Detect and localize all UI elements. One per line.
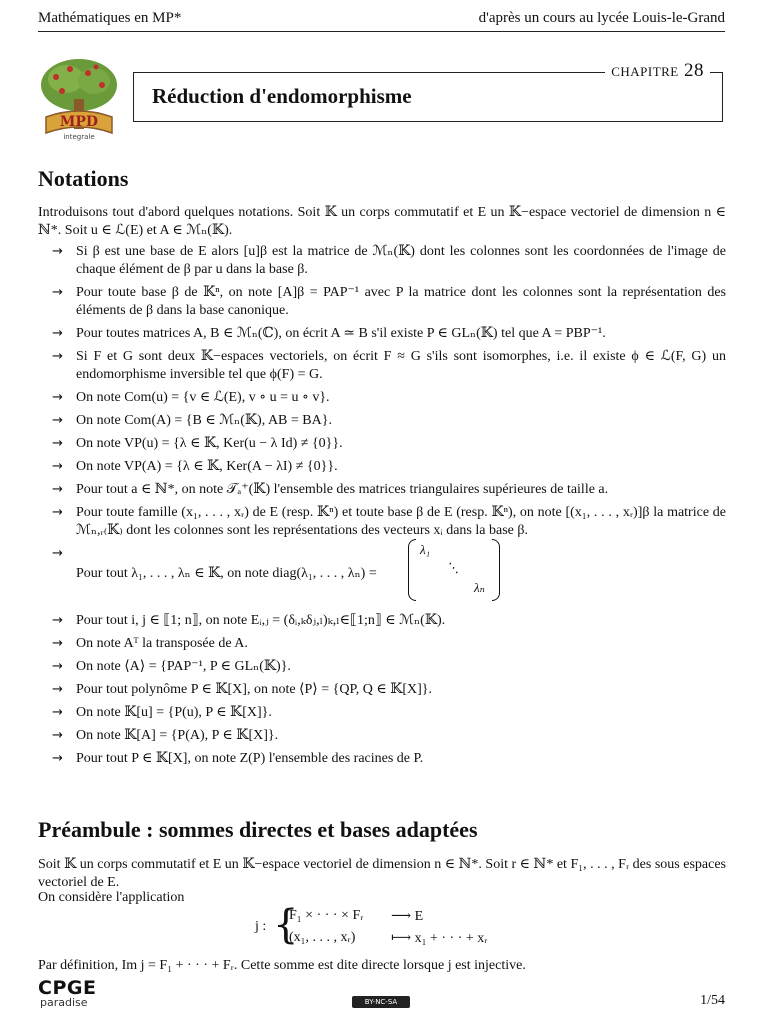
list-item: → On note Com(u) = {v ∈ ℒ(E), v ∘ u = u ∘ v}.: [52, 389, 726, 407]
list-item: → On note 𝕂[A] = {P(A), P ∈ 𝕂[X]}.: [52, 727, 726, 745]
list-item: → Si F et G sont deux 𝕂−espaces vectoriels, on écrit F ≈ G s'ils sont isomorphes, i.e. il existe ϕ ∈ ℒ(F, G) un endomorphisme inversible tel que ϕ(F) = G.: [52, 348, 726, 384]
diag-text: → Pour tout λ₁, . . . , λₙ ∈ 𝕂, on note diag(λ₁, . . . , λₙ) =: [76, 566, 377, 581]
list-item: → On note Com(A) = {B ∈ ℳₙ(𝕂), AB = BA}.: [52, 412, 726, 430]
list-item: → Pour tout i, j ∈ ⟦1; n⟧, on note Eᵢ,ⱼ = (δᵢ,ₖδⱼ,ₗ)ₖ,ₗ∈⟦1;n⟧ ∈ ℳₙ(𝕂).: [52, 612, 726, 630]
matrix-entry-bottom: λₙ: [474, 580, 485, 595]
cpge-brand: CPGE: [38, 977, 97, 999]
matrix-right-bracket: [492, 539, 500, 601]
list-item-diag: [52, 542, 726, 607]
preambule-para2: On considère l'application: [38, 890, 185, 905]
cpge-brand-sub: paradise: [40, 996, 88, 1009]
running-header-right: d'après un cours au lycée Louis-le-Grand: [478, 10, 725, 26]
map-argument: (x₁, . . . , xᵣ): [289, 930, 356, 945]
map-codomain: ⟶ E: [391, 909, 424, 924]
preambule-para3: Par définition, Im j = F₁ + · · · + Fᵣ. Cette somme est dite directe lorsque j est injective.: [38, 958, 526, 973]
list-item: → Si β est une base de E alors [u]β est la matrice de ℳₙ(𝕂) dont les colonnes sont les coordonnées de l'image de chaque élément de β par u dans la base β.: [52, 243, 726, 279]
notations-list: [52, 243, 726, 773]
diag-matrix: [408, 539, 500, 603]
list-item: → On note Aᵀ la transposée de A.: [52, 635, 726, 653]
list-item: → Pour tout polynôme P ∈ 𝕂[X], on note ⟨P⟩ = {QP, Q ∈ 𝕂[X]}.: [52, 681, 726, 699]
matrix-entry-middle: ⋱: [446, 560, 459, 575]
logo-text: MPD: [59, 114, 99, 130]
chapter-title: Réduction d'endomorphisme: [152, 84, 412, 108]
map-domain: F₁ × · · · × Fᵣ: [289, 908, 364, 923]
preambule-para1: Soit 𝕂 un corps commutatif et E un 𝕂−espace vectoriel de dimension n ∈ ℕ*. Soit r ∈ ℕ* et F₁, . . . , Fᵣ des sous espaces vectoriel de E.: [38, 857, 726, 890]
list-item: → On note ⟨A⟩ = {PAP⁻¹, P ∈ GLₙ(𝕂)}.: [52, 658, 726, 676]
notations-intro: Introduisons tout d'abord quelques notations. Soit 𝕂 un corps commutatif et E un 𝕂−espace vectoriel de dimension n ∈ ℕ*. Soit u ∈ ℒ(E) et A ∈ ℳₙ(𝕂).: [38, 205, 726, 238]
list-item: → Pour toute famille (x₁, . . . , xᵣ) de E (resp. 𝕂ⁿ) et toute base β de E (resp. 𝕂ⁿ), on note [(x₁, . . . , xᵣ)]β la matrice de ℳₙ,ᵣ₍𝕂₎ dont les colonnes sont les représentations des vecteurs xᵢ dans la base β.: [52, 504, 726, 540]
license-badge: BY-NC-SA: [352, 996, 410, 1008]
list-item: → On note VP(u) = {λ ∈ 𝕂, Ker(u − λ Id) ≠ {0}}.: [52, 435, 726, 453]
list-item: → Pour toute base β de 𝕂ⁿ, on note [A]β = PAP⁻¹ avec P la matrice dont les colonnes sont la représentation des éléments de β dans la base canonique.: [52, 284, 726, 320]
header-rule: [38, 31, 725, 32]
map-image: ⟼ x₁ + · · · + xᵣ: [391, 931, 488, 946]
tree-logo-icon: [36, 55, 122, 141]
matrix-entry-top: λ₁: [420, 542, 431, 557]
left-brace: {: [273, 902, 299, 948]
running-header-left: Mathématiques en MP*: [38, 10, 182, 26]
map-definition: [255, 902, 535, 951]
logo-subtext: integrale: [63, 133, 95, 141]
list-item: → On note 𝕂[u] = {P(u), P ∈ 𝕂[X]}.: [52, 704, 726, 722]
list-item: → On note VP(A) = {λ ∈ 𝕂, Ker(A − λI) ≠ {0}}.: [52, 458, 726, 476]
list-item: → Pour toutes matrices A, B ∈ ℳₙ(ℂ), on écrit A ≃ B s'il existe P ∈ GLₙ(𝕂) tel que A = PBP⁻¹.: [52, 325, 726, 343]
list-item: → Pour tout P ∈ 𝕂[X], on note Z(P) l'ensemble des racines de P.: [52, 750, 726, 768]
section-title-preambule: Préambule : sommes directes et bases adaptées: [38, 817, 478, 842]
section-title-notations: Notations: [38, 166, 129, 191]
page-number: 1/54: [700, 993, 725, 1008]
map-name: j :: [255, 919, 267, 934]
list-item: → Pour tout a ∈ ℕ*, on note 𝒯ₐ⁺(𝕂) l'ensemble des matrices triangulaires supérieures de taille a.: [52, 481, 726, 499]
chapter-label: chapitre 28: [605, 60, 710, 82]
matrix-left-bracket: [408, 539, 416, 601]
